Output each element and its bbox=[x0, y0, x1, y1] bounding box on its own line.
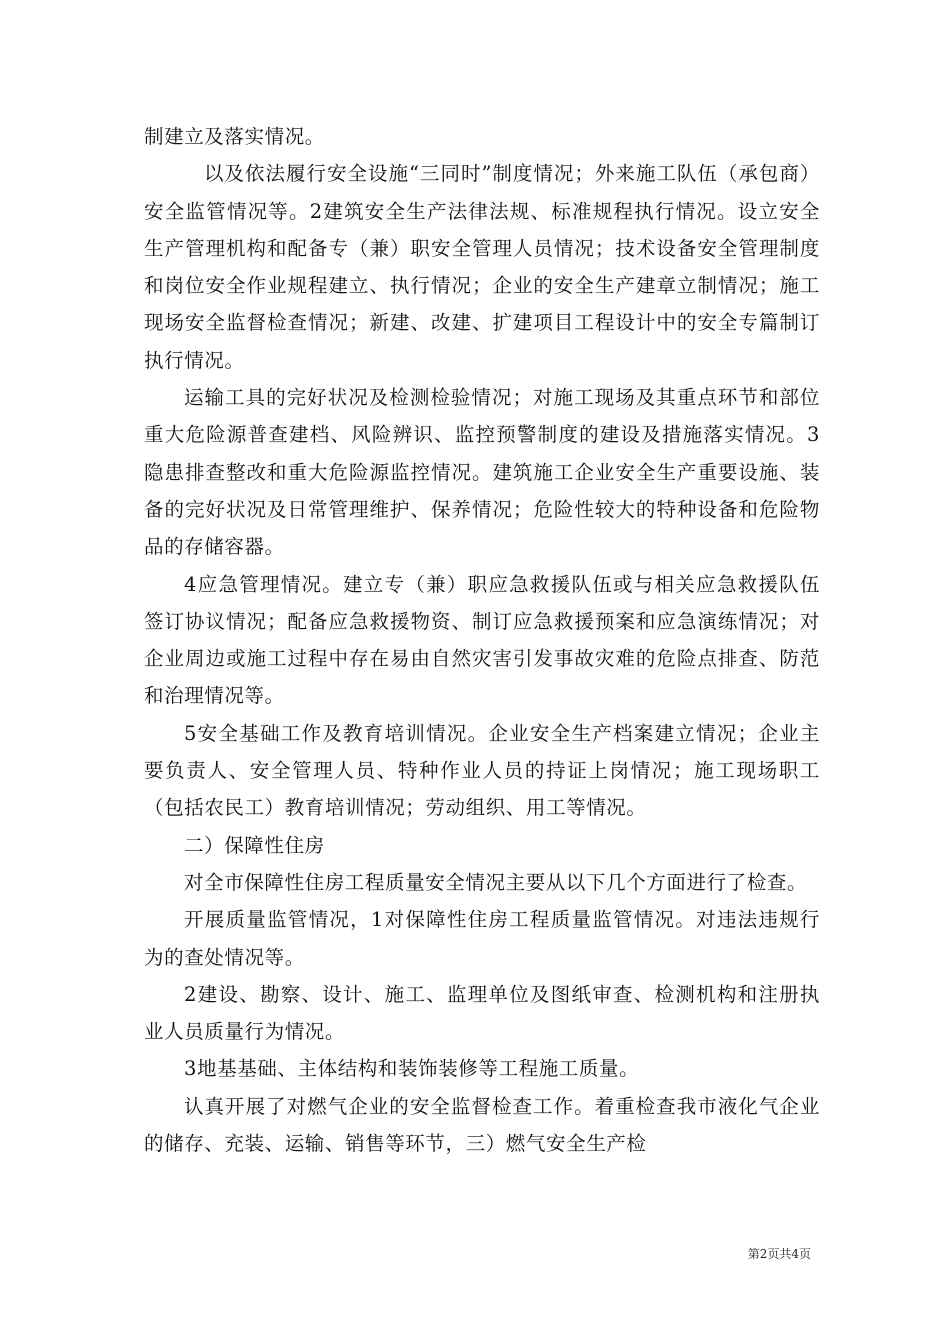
paragraph-2: 以及依法履行安全设施“三同时”制度情况；外来施工队伍（承包商）安全监管情况等。2建筑安全生产法律法规、标准规程执行情况。设立安全生产管理机构和配备专（兼）职安全管理人员情况；技术设备安全管理制度和岗位安全作业规程建立、执行情况；企业的安全生产建章立制情况；施工现场安全监督检查情况；新建、改建、扩建项目工程设计中的安全专篇制订执行情况。 bbox=[144, 162, 820, 372]
paragraph-4: 4应急管理情况。建立专（兼）职应急救援队伍或与相关应急救援队伍签订协议情况；配备应急救援物资、制订应急救援预案和应急演练情况；对企业周边或施工过程中存在易由自然灾害引发事故灾难的危险点排查、防范和治理情况等。 bbox=[144, 572, 820, 708]
paragraph-6: 对全市保障性住房工程质量安全情况主要从以下几个方面进行了检查。 bbox=[184, 870, 808, 894]
section-heading: 二）保障性住房 bbox=[184, 833, 325, 857]
document-body bbox=[144, 118, 820, 1162]
paragraph-3: 运输工具的完好状况及检测检验情况；对施工现场及其重点环节和部位重大危险源普查建档、风险辨识、监控预警制度的建设及措施落实情况。3隐患排查整改和重大危险源监控情况。建筑施工企业安全生产重要设施、装备的完好状况及日常管理维护、保养情况；危险性较大的特种设备和危险物品的存储容器。 bbox=[144, 386, 820, 559]
paragraph-5: 5安全基础工作及教育培训情况。企业安全生产档案建立情况；企业主要负责人、安全管理人员、特种作业人员的持证上岗情况；施工现场职工（包括农民工）教育培训情况；劳动组织、用工等情况。 bbox=[144, 721, 820, 820]
paragraph-7: 开展质量监管情况，1对保障性住房工程质量监管情况。对违法违规行为的查处情况等。 bbox=[144, 908, 820, 969]
page-number-footer: 第2页共4页 bbox=[747, 1247, 811, 1261]
paragraph-10: 认真开展了对燃气企业的安全监督检查工作。着重检查我市液化气企业的储存、充装、运输、销售等环节，三）燃气安全生产检 bbox=[144, 1094, 820, 1156]
paragraph-8: 2建设、勘察、设计、施工、监理单位及图纸审查、检测机构和注册执业人员质量行为情况。 bbox=[144, 982, 820, 1044]
paragraph-1: 制建立及落实情况。 bbox=[144, 125, 325, 148]
paragraph-9: 3地基基础、主体结构和装饰装修等工程施工质量。 bbox=[184, 1057, 640, 1081]
